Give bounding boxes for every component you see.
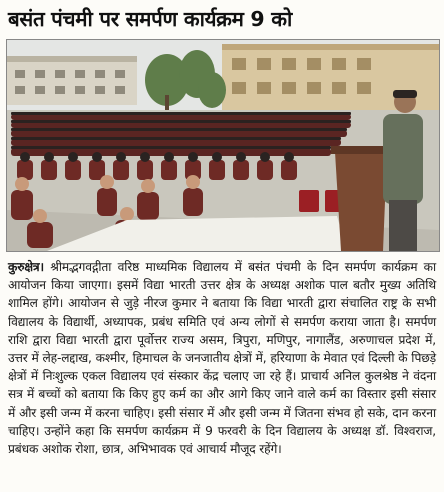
assembly-photo [6,39,440,252]
article-body [8,258,436,458]
school-assembly-image [7,40,439,251]
dateline: कुरुक्षेत्र। [8,260,44,274]
article-body-text: श्रीमद्भगवद्गीता वरिष्ठ माध्यमिक विद्यालय में बसंत पंचमी के दिन समर्पण कार्यक्रम का आयोजन किया जाएगा। इसमें विद्या भारती उत्तर क्षेत्र के अध्यक्ष अशोक पाल बतौर मुख्य अतिथि शामिल होंगे। आयोजन से जुड़े नीरज कुमार ने बताया कि विद्या भारती द्वारा संचालित राष्ट्र के सभी विद्यालय के विद्यार्थी, अध्यापक, प्रबंध समिति एवं अन्य लोगों से समर्पण कराया जाता है। समर्पण राशि द्वारा विद्या भारती द्वारा पूर्वोत्तर राज्य असम, त्रिपुरा, मणिपुर, नागालैंड, अरुणाचल प्रदेश में, उत्तर में लेह-लद्दाख, कश्मीर, हिमाचल के जनजातीय क्षेत्रों में, हरियाणा के मेवात एवं दिल्ली के पिछड़े क्षेत्रों में निःशुल्क एकल विद्यालय एवं संस्कार केंद्र चलाए जा रहे हैं। प्राचार्य अनिल कुलश्रेष्ठ ने वंदना सत्र में बच्चों को बताया कि किए हुए कर्म का और आगे किए जाने वाले कर्म का विस्तार इसी संसार में और इसी जन्म में करना चाहिए। इसी संसार में और इसी जन्म में जितना संभव हो सके, दान करना चाहिए। उन्होंने कहा कि समर्पण कार्यक्रम में 9 फरवरी के दिन विद्यालय के अध्यक्ष डॉ. विश्वराज, प्रबंधक अशोक रोशा, छात्र, अभिभावक एवं आचार्य मौजूद रहेंगे। [8,260,436,457]
headline: बसंत पंचमी पर समर्पण कार्यक्रम 9 को [8,7,292,31]
